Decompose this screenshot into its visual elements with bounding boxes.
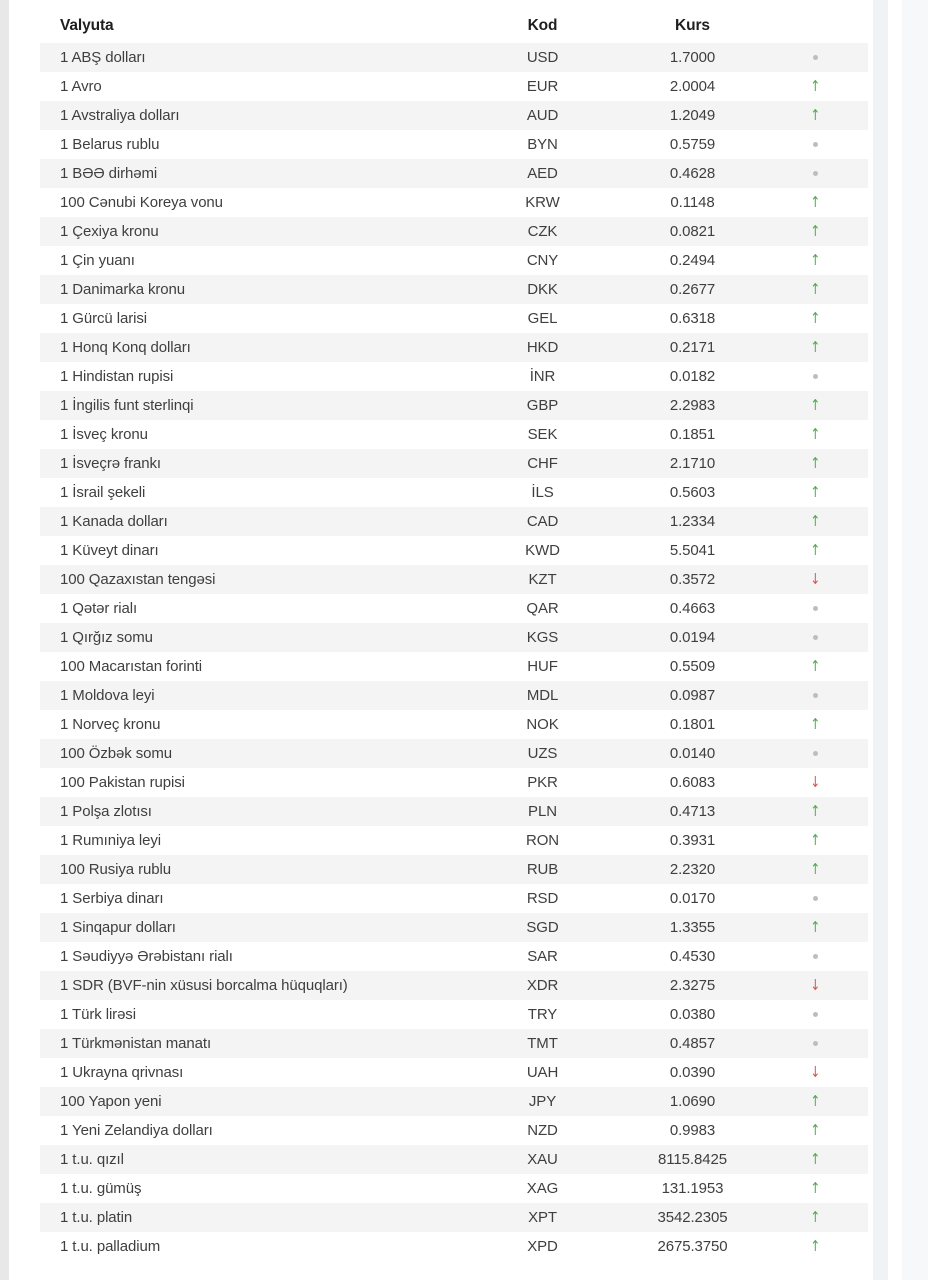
trend-up-icon: ↑ <box>810 1208 821 1226</box>
currency-code: KWD <box>525 542 560 559</box>
currency-code: HKD <box>526 339 559 356</box>
trend-up-icon: ↑ <box>810 541 821 559</box>
trend-cell <box>785 862 868 877</box>
trend-up-icon: ↑ <box>810 338 821 356</box>
trend-cell <box>785 374 868 379</box>
trend-cell <box>785 311 868 326</box>
trend-cell <box>785 635 868 640</box>
currency-rate: 0.2171 <box>669 339 716 356</box>
trend-up-icon: ↑ <box>810 483 821 501</box>
currency-code: RSD <box>526 890 559 907</box>
page-left-gutter <box>0 0 9 1280</box>
currency-name: 100 Macarıstan forinti <box>60 658 203 675</box>
currency-rate: 1.2049 <box>669 107 716 124</box>
currency-name: 1 Polşa zlotısı <box>60 803 152 820</box>
trend-cell <box>785 717 868 732</box>
trend-cell <box>785 954 868 959</box>
currency-rate: 2.0004 <box>669 78 716 95</box>
table-row <box>40 594 868 623</box>
trend-cell <box>785 659 868 674</box>
trend-up-icon: ↑ <box>810 657 821 675</box>
trend-cell <box>785 543 868 558</box>
currency-name: 1 İsveçrə frankı <box>60 455 161 472</box>
table-row <box>40 1116 868 1145</box>
trend-cell <box>785 775 868 790</box>
trend-up-icon: ↑ <box>810 1121 821 1139</box>
table-row <box>40 391 868 420</box>
table-row <box>40 536 868 565</box>
table-row <box>40 1203 868 1232</box>
currency-name: 1 Belarus rublu <box>60 136 160 153</box>
table-row <box>40 652 868 681</box>
trend-unchanged-icon <box>813 606 818 611</box>
table-row <box>40 188 868 217</box>
currency-rate: 0.2494 <box>669 252 716 269</box>
trend-cell <box>785 55 868 60</box>
trend-cell <box>785 485 868 500</box>
currency-code: TMT <box>527 1035 558 1052</box>
currency-code: KGS <box>526 629 559 646</box>
currency-name: 1 Türkmənistan manatı <box>60 1035 212 1052</box>
trend-cell <box>785 253 868 268</box>
currency-code: PLN <box>528 803 557 820</box>
currency-code: MDL <box>526 687 559 704</box>
currency-name: 1 Serbiya dinarı <box>60 890 164 907</box>
table-row <box>40 72 868 101</box>
trend-up-icon: ↑ <box>810 860 821 878</box>
currency-rate: 1.7000 <box>669 49 716 66</box>
trend-cell <box>785 1239 868 1254</box>
currency-rate: 0.0380 <box>669 1006 716 1023</box>
currency-code: CZK <box>527 223 558 240</box>
currency-rate: 0.5603 <box>669 484 716 501</box>
trend-unchanged-icon <box>813 896 818 901</box>
currency-code: TRY <box>527 1006 558 1023</box>
currency-code: SEK <box>527 426 558 443</box>
table-row <box>40 217 868 246</box>
currency-name: 1 t.u. platin <box>60 1209 133 1226</box>
currency-code: XPT <box>528 1209 557 1226</box>
table-row <box>40 449 868 478</box>
table-row <box>40 565 868 594</box>
currency-name: 1 Ukrayna qrivnası <box>60 1064 184 1081</box>
currency-rate: 0.0194 <box>669 629 716 646</box>
trend-up-icon: ↑ <box>810 1179 821 1197</box>
currency-name: 1 Moldova leyi <box>60 687 155 704</box>
currency-code: QAR <box>526 600 559 617</box>
trend-up-icon: ↑ <box>810 1150 821 1168</box>
currency-name: 1 BƏƏ dirhəmi <box>60 165 158 182</box>
trend-unchanged-icon <box>813 374 818 379</box>
currency-code: UAH <box>526 1064 559 1081</box>
trend-cell <box>785 171 868 176</box>
trend-up-icon: ↑ <box>810 831 821 849</box>
currency-rate: 2.3275 <box>669 977 716 994</box>
currency-name: 1 Qırğız somu <box>60 629 153 646</box>
currency-rate: 0.1801 <box>669 716 716 733</box>
currency-name: 100 Qazaxıstan tengəsi <box>60 571 216 588</box>
trend-cell <box>785 833 868 848</box>
trend-cell <box>785 282 868 297</box>
trend-cell <box>785 1181 868 1196</box>
table-row <box>40 1232 868 1261</box>
trend-cell <box>785 79 868 94</box>
currency-code: RON <box>525 832 560 849</box>
currency-name: 1 Hindistan rupisi <box>60 368 174 385</box>
currency-rate: 0.0390 <box>669 1064 716 1081</box>
currency-rate: 0.0182 <box>669 368 716 385</box>
currency-rate: 2.1710 <box>669 455 716 472</box>
trend-down-icon: ↓ <box>810 570 821 588</box>
trend-up-icon: ↑ <box>810 280 821 298</box>
trend-up-icon: ↑ <box>810 222 821 240</box>
table-row <box>40 826 868 855</box>
currency-name: 100 Pakistan rupisi <box>60 774 185 791</box>
trend-unchanged-icon <box>813 635 818 640</box>
currency-code: AED <box>527 165 558 182</box>
currency-code: GEL <box>527 310 558 327</box>
header-kurs: Kurs <box>675 16 710 34</box>
currency-rate: 2675.3750 <box>657 1238 728 1255</box>
table-row <box>40 333 868 362</box>
table-row <box>40 275 868 304</box>
trend-up-icon: ↑ <box>810 309 821 327</box>
trend-up-icon: ↑ <box>810 715 821 733</box>
currency-code: JPY <box>528 1093 557 1110</box>
trend-cell <box>785 1065 868 1080</box>
trend-up-icon: ↑ <box>810 1092 821 1110</box>
table-row <box>40 1174 868 1203</box>
currency-rate: 0.4663 <box>669 600 716 617</box>
currency-name: 1 Çin yuanı <box>60 252 135 269</box>
currency-name: 100 Cənubi Koreya vonu <box>60 194 223 211</box>
trend-cell <box>785 1123 868 1138</box>
currency-rate: 2.2983 <box>669 397 716 414</box>
currency-name: 1 Səudiyyə Ərəbistanı rialı <box>60 948 233 965</box>
trend-cell <box>785 195 868 210</box>
trend-up-icon: ↑ <box>810 1237 821 1255</box>
trend-cell <box>785 427 868 442</box>
currency-code: GBP <box>526 397 559 414</box>
trend-cell <box>785 340 868 355</box>
trend-up-icon: ↑ <box>810 425 821 443</box>
currency-code: İLS <box>531 484 554 501</box>
currency-rate: 0.4713 <box>669 803 716 820</box>
trend-cell <box>785 1012 868 1017</box>
trend-up-icon: ↑ <box>810 193 821 211</box>
currency-name: 1 t.u. qızıl <box>60 1151 124 1168</box>
currency-rate: 0.3931 <box>669 832 716 849</box>
trend-cell <box>785 142 868 147</box>
currency-name: 1 Avstraliya dolları <box>60 107 180 124</box>
currency-rate: 1.3355 <box>669 919 716 936</box>
currency-code: UZS <box>527 745 558 762</box>
table-row <box>40 768 868 797</box>
trend-up-icon: ↑ <box>810 106 821 124</box>
currency-code: NOK <box>526 716 559 733</box>
currency-code: KRW <box>525 194 560 211</box>
currency-code: HUF <box>527 658 558 675</box>
currency-rate: 131.1953 <box>661 1180 724 1197</box>
currency-code: XAG <box>526 1180 559 1197</box>
table-row <box>40 362 868 391</box>
trend-unchanged-icon <box>813 1012 818 1017</box>
trend-cell <box>785 398 868 413</box>
trend-unchanged-icon <box>813 751 818 756</box>
table-row <box>40 1087 868 1116</box>
currency-rate: 0.4530 <box>669 948 716 965</box>
currency-name: 1 Danimarka kronu <box>60 281 186 298</box>
trend-cell <box>785 1210 868 1225</box>
table-row <box>40 913 868 942</box>
table-row <box>40 478 868 507</box>
currency-name: 1 Norveç kronu <box>60 716 161 733</box>
header-kod: Kod <box>527 16 558 34</box>
table-row <box>40 855 868 884</box>
trend-cell <box>785 1094 868 1109</box>
currency-name: 100 Rusiya rublu <box>60 861 171 878</box>
currency-rate: 0.0170 <box>669 890 716 907</box>
currency-code: AUD <box>526 107 559 124</box>
currency-name: 1 Sinqapur dolları <box>60 919 176 936</box>
currency-code: NZD <box>527 1122 558 1139</box>
currency-code: XAU <box>527 1151 558 1168</box>
currency-code: İNR <box>529 368 556 385</box>
currency-code: BYN <box>527 136 558 153</box>
trend-unchanged-icon <box>813 171 818 176</box>
currency-rate: 5.5041 <box>669 542 716 559</box>
table-row <box>40 1000 868 1029</box>
trend-up-icon: ↑ <box>810 918 821 936</box>
currency-rate: 0.3572 <box>669 571 716 588</box>
table-row <box>40 710 868 739</box>
currency-rate: 0.2677 <box>669 281 716 298</box>
currency-name: 1 ABŞ dolları <box>60 49 146 66</box>
trend-up-icon: ↑ <box>810 251 821 269</box>
trend-unchanged-icon <box>813 1041 818 1046</box>
table-row <box>40 884 868 913</box>
table-row <box>40 971 868 1000</box>
currency-code: DKK <box>527 281 558 298</box>
table-row <box>40 623 868 652</box>
scrollbar-track[interactable] <box>873 0 888 1280</box>
table-body <box>40 43 868 1261</box>
table-row <box>40 159 868 188</box>
currency-code: USD <box>526 49 559 66</box>
trend-cell <box>785 896 868 901</box>
currency-rate: 0.0140 <box>669 745 716 762</box>
currency-rate: 0.1851 <box>669 426 716 443</box>
currency-rate: 0.4628 <box>669 165 716 182</box>
currency-code: EUR <box>526 78 559 95</box>
trend-down-icon: ↓ <box>810 1063 821 1081</box>
currency-rate: 0.0987 <box>669 687 716 704</box>
table-row <box>40 246 868 275</box>
currency-name: 1 Avro <box>60 78 102 95</box>
currency-rate: 0.5509 <box>669 658 716 675</box>
trend-cell <box>785 224 868 239</box>
currency-code: CHF <box>527 455 558 472</box>
currency-rate: 0.0821 <box>669 223 716 240</box>
currency-rate: 0.1148 <box>670 194 715 211</box>
currency-rate: 3542.2305 <box>657 1209 728 1226</box>
trend-up-icon: ↑ <box>810 396 821 414</box>
currency-rate: 8115.8425 <box>658 1151 727 1168</box>
currency-rate: 0.6083 <box>669 774 716 791</box>
trend-unchanged-icon <box>813 954 818 959</box>
trend-cell <box>785 804 868 819</box>
table-row <box>40 130 868 159</box>
currency-name: 1 Rumıniya leyi <box>60 832 162 849</box>
currency-name: 1 Qətər rialı <box>60 600 138 617</box>
trend-cell <box>785 108 868 123</box>
table-row <box>40 101 868 130</box>
currency-code: CNY <box>526 252 559 269</box>
trend-cell <box>785 514 868 529</box>
table-row <box>40 797 868 826</box>
currency-rates-table <box>40 8 868 1261</box>
trend-up-icon: ↑ <box>810 454 821 472</box>
table-row <box>40 942 868 971</box>
currency-code: XPD <box>527 1238 558 1255</box>
currency-code: CAD <box>526 513 559 530</box>
table-row <box>40 507 868 536</box>
currency-rate: 0.4857 <box>669 1035 716 1052</box>
trend-cell <box>785 606 868 611</box>
currency-name: 1 SDR (BVF-nin xüsusi borcalma hüquqları) <box>60 977 348 994</box>
trend-cell <box>785 1152 868 1167</box>
currency-name: 1 t.u. gümüş <box>60 1180 142 1197</box>
trend-down-icon: ↓ <box>810 976 821 994</box>
table-row <box>40 681 868 710</box>
trend-up-icon: ↑ <box>810 802 821 820</box>
currency-name: 1 Honq Konq dolları <box>60 339 191 356</box>
trend-up-icon: ↑ <box>810 512 821 530</box>
currency-name: 1 t.u. palladium <box>60 1238 161 1255</box>
currency-name: 1 İsrail şekeli <box>60 484 146 501</box>
trend-cell <box>785 1041 868 1046</box>
trend-unchanged-icon <box>813 142 818 147</box>
table-row <box>40 1029 868 1058</box>
trend-cell <box>785 572 868 587</box>
table-row <box>40 43 868 72</box>
currency-code: KZT <box>528 571 557 588</box>
page-right-gutter <box>902 0 928 1280</box>
trend-unchanged-icon <box>813 55 818 60</box>
currency-name: 1 Küveyt dinarı <box>60 542 159 559</box>
currency-name: 1 Gürcü larisi <box>60 310 147 327</box>
currency-name: 1 Kanada dolları <box>60 513 168 530</box>
trend-cell <box>785 693 868 698</box>
currency-name: 100 Özbək somu <box>60 745 172 762</box>
trend-cell <box>785 978 868 993</box>
table-row <box>40 1145 868 1174</box>
table-header-row <box>40 8 868 43</box>
currency-rate: 1.2334 <box>669 513 716 530</box>
trend-unchanged-icon <box>813 693 818 698</box>
currency-code: XDR <box>526 977 559 994</box>
trend-cell <box>785 920 868 935</box>
table-row <box>40 739 868 768</box>
trend-cell <box>785 456 868 471</box>
currency-name: 100 Yapon yeni <box>60 1093 162 1110</box>
table-row <box>40 420 868 449</box>
trend-up-icon: ↑ <box>810 77 821 95</box>
currency-rate: 2.2320 <box>669 861 716 878</box>
currency-rate: 0.9983 <box>669 1122 716 1139</box>
currency-name: 1 Yeni Zelandiya dolları <box>60 1122 213 1139</box>
currency-rate: 0.6318 <box>669 310 716 327</box>
currency-name: 1 Türk lirəsi <box>60 1006 136 1023</box>
currency-name: 1 Çexiya kronu <box>60 223 159 240</box>
currency-code: PKR <box>527 774 558 791</box>
currency-code: RUB <box>526 861 559 878</box>
header-valyuta: Valyuta <box>60 16 114 34</box>
trend-down-icon: ↓ <box>810 773 821 791</box>
currency-rate: 1.0690 <box>669 1093 716 1110</box>
table-row <box>40 1058 868 1087</box>
currency-name: 1 İngilis funt sterlinqi <box>60 397 194 414</box>
currency-name: 1 İsveç kronu <box>60 426 148 443</box>
currency-code: SAR <box>527 948 558 965</box>
currency-code: SGD <box>526 919 559 936</box>
currency-rate: 0.5759 <box>669 136 716 153</box>
trend-cell <box>785 751 868 756</box>
table-row <box>40 304 868 333</box>
